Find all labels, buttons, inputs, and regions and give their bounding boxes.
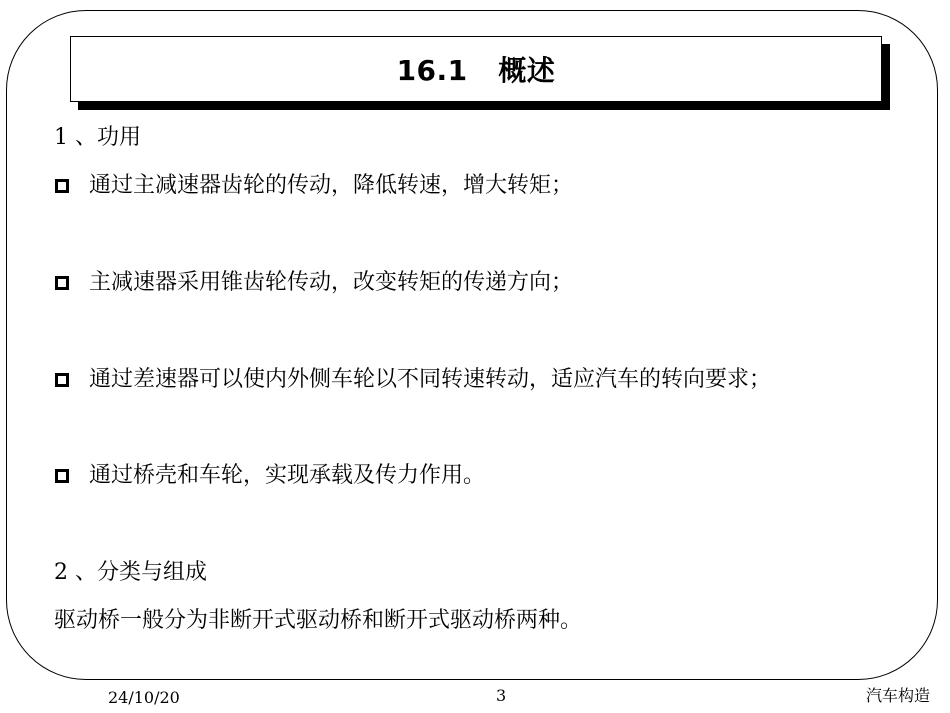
hollow-square-icon <box>55 179 69 193</box>
bullet-item-2 <box>54 269 573 297</box>
section1-heading: 1 、功用 <box>54 125 141 150</box>
title-box <box>70 36 882 102</box>
hollow-square-icon <box>55 276 69 290</box>
footer-course: 汽车构造 <box>866 686 931 705</box>
footer-date: 24/10/20 <box>108 688 180 707</box>
section2-heading: 2 、分类与组成 <box>54 560 207 585</box>
bullet-item-3 <box>54 366 771 394</box>
section2-text: 驱动桥一般分为非断开式驱动桥和断开式驱动桥两种。 <box>54 608 583 633</box>
hollow-square-icon <box>55 373 69 387</box>
bullet-text-4: 通过桥壳和车轮，实现承载及传力作用。 <box>89 463 486 488</box>
bullet-text-2: 主减速器采用锥齿轮传动，改变转矩的传递方向； <box>89 270 574 295</box>
bullet-item-1 <box>54 172 573 200</box>
bullet-text-1: 通过主减速器齿轮的传动，降低转速，增大转矩； <box>89 173 574 198</box>
bullet-item-4 <box>54 462 485 490</box>
slide-title: 16.1 概述 <box>396 54 556 87</box>
footer-page-number: 3 <box>496 686 507 705</box>
hollow-square-icon <box>55 469 69 483</box>
bullet-text-3: 通过差速器可以使内外侧车轮以不同转速转动，适应汽车的转向要求； <box>89 367 772 392</box>
